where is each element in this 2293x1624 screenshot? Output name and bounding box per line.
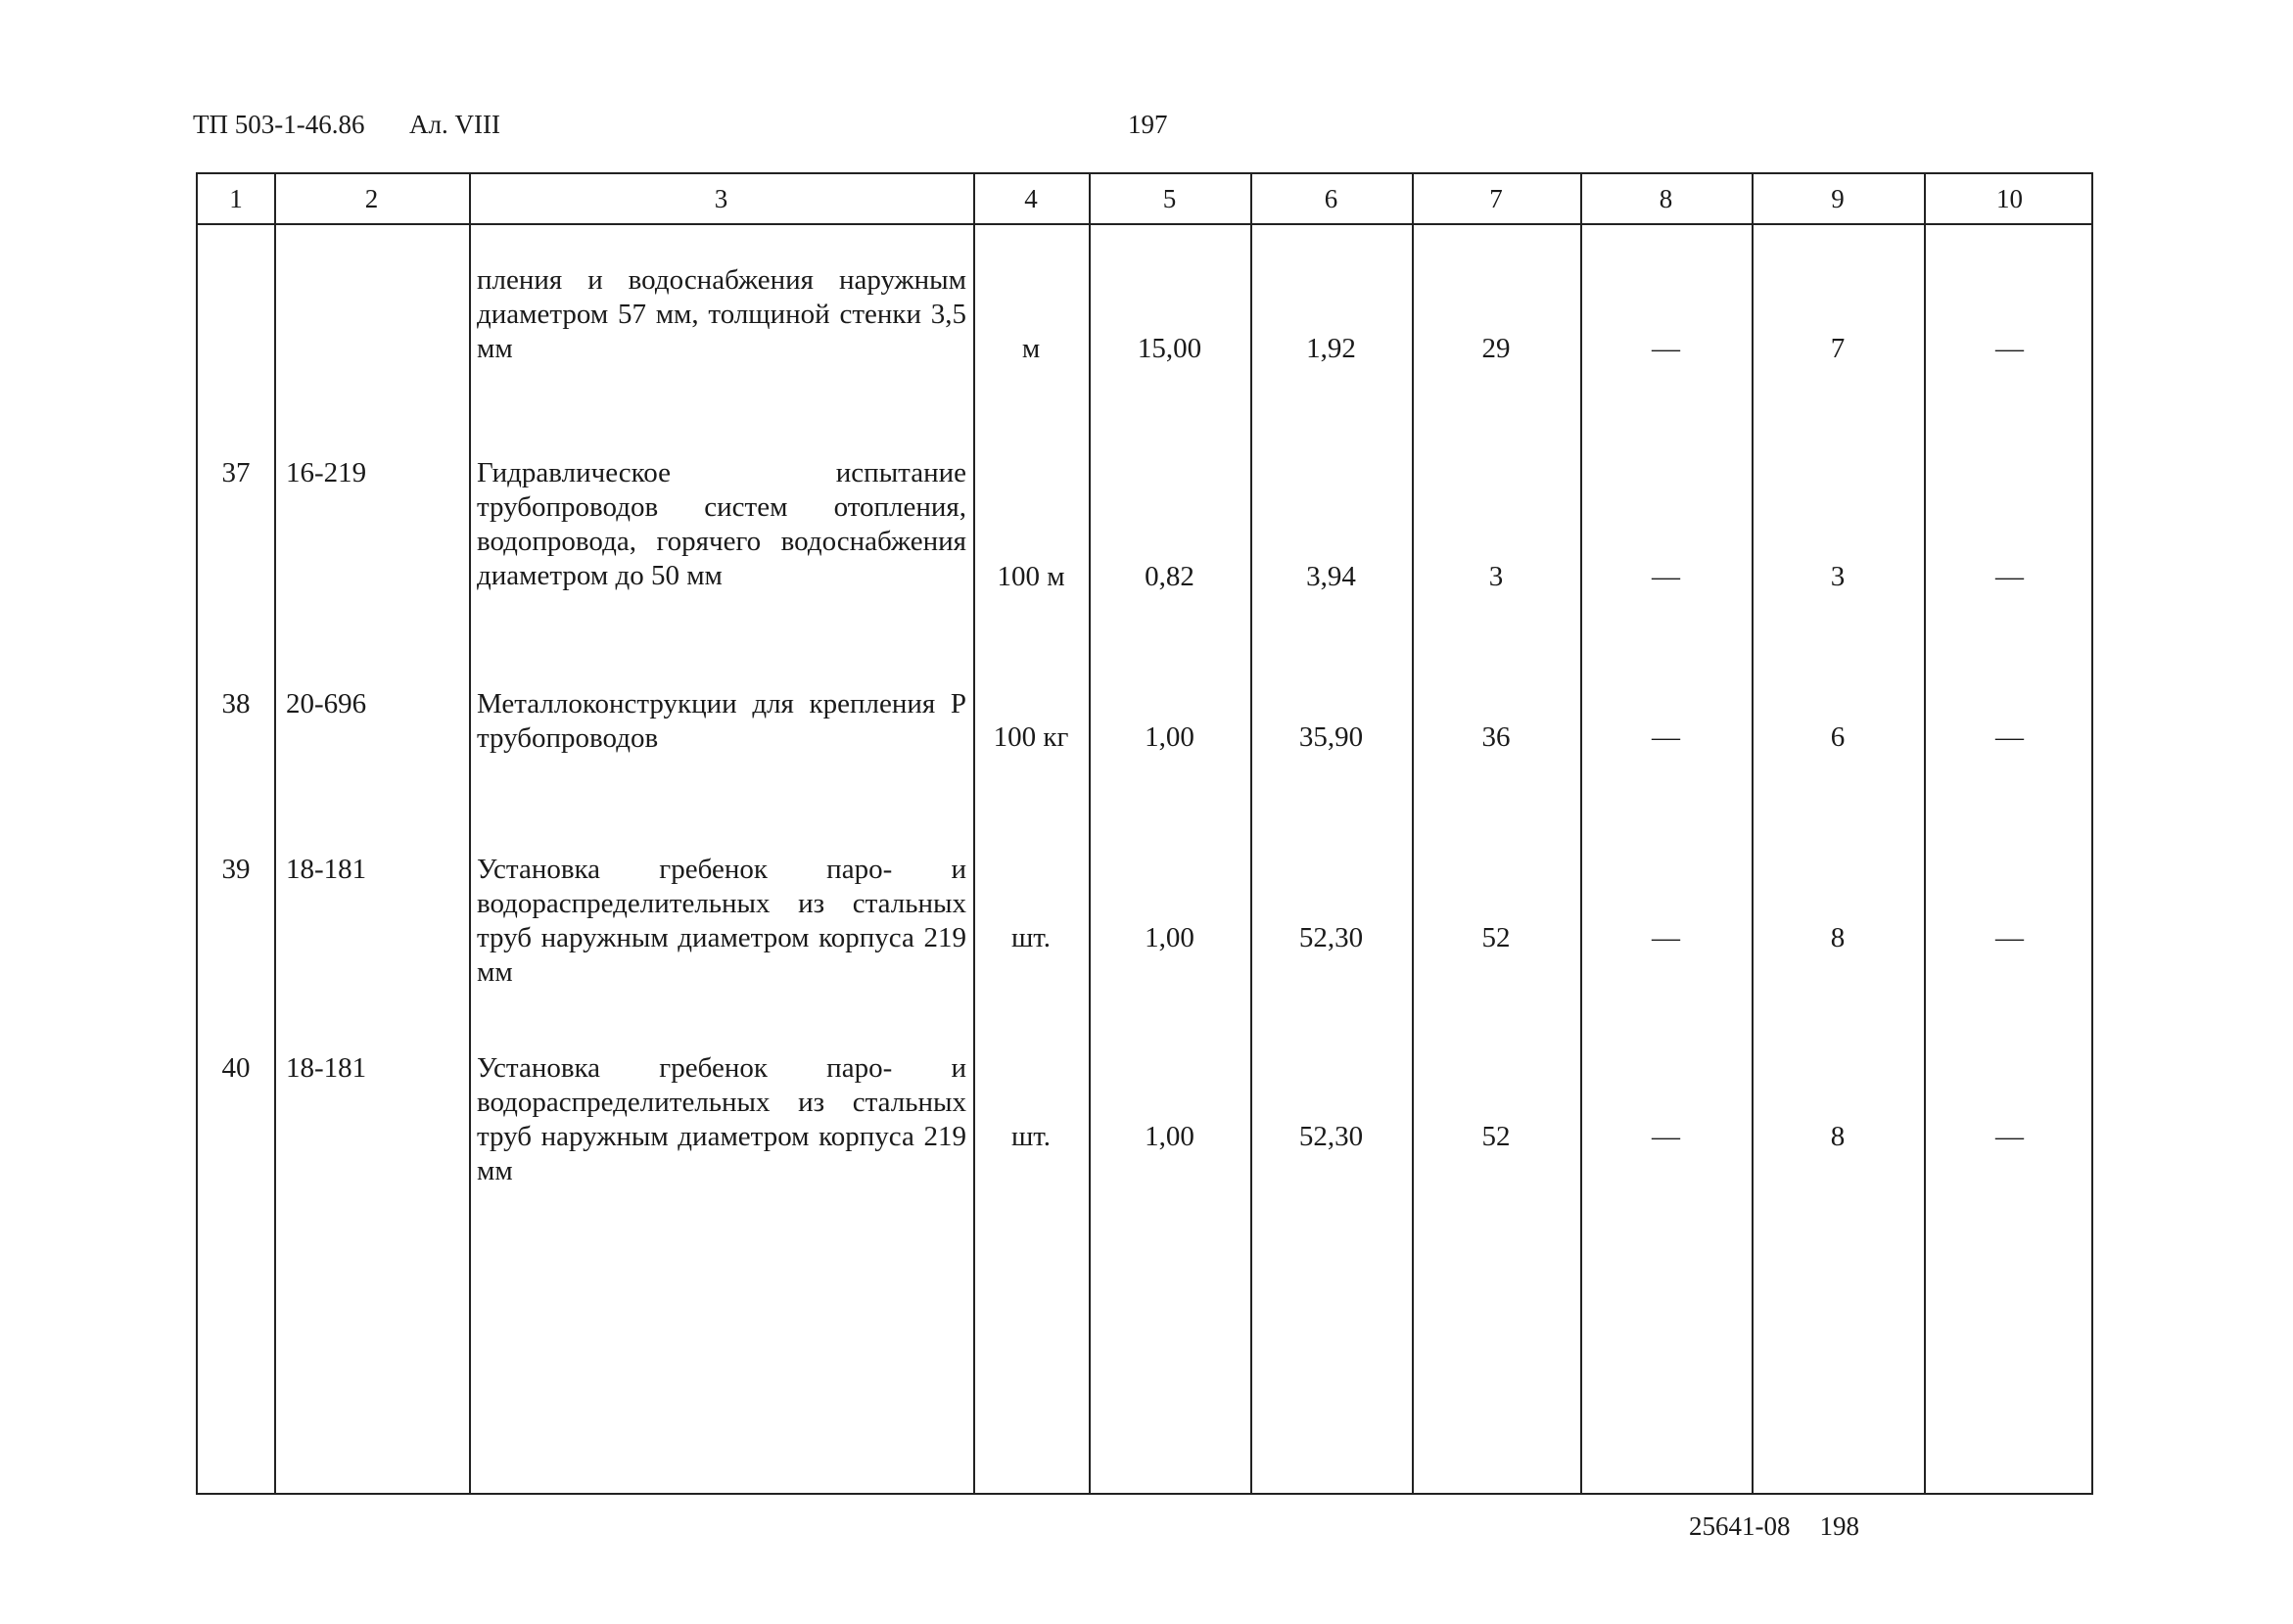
header-rule [198,223,2091,225]
row-quantity: 0,82 [1145,561,1194,592]
row-col10: — [1995,561,2024,592]
row-unit: 100 кг [993,721,1069,753]
row-quantity: 1,00 [1145,721,1194,753]
row-col9: 3 [1830,561,1846,592]
page-number: 197 [1128,110,1168,139]
row-price: 52,30 [1298,1121,1364,1152]
column-header: 4 [1024,183,1038,213]
row-price: 52,30 [1298,922,1364,953]
row-number: 40 [221,1052,251,1084]
row-total: 3 [1488,561,1504,592]
row-col8: — [1652,1121,1680,1152]
row-col10: — [1995,721,2024,753]
row-total: 36 [1481,721,1511,753]
row-code: 18-181 [286,1052,367,1084]
row-description: Металлоконструкции для крепления Р трубопроводов [477,688,966,754]
album-number: Ал. VIII [409,110,500,139]
row-price: 1,92 [1306,333,1356,364]
row-description: пления и водоснабжения наружным диаметром 57 мм, толщиной стенки 3,5 мм [477,264,966,364]
row-price: 35,90 [1298,721,1364,753]
row-total: 52 [1481,1121,1511,1152]
estimate-table [196,172,2093,1495]
row-total: 29 [1481,333,1511,364]
row-code: 20-696 [286,688,367,719]
column-divider [1752,174,1754,1493]
column-divider [1924,174,1926,1493]
footer-code: 25641-08 [1689,1511,1791,1541]
row-col9: 8 [1830,1121,1846,1152]
column-divider [1580,174,1582,1493]
row-col9: 8 [1830,922,1846,953]
row-number: 38 [221,688,251,719]
column-divider [469,174,471,1493]
column-header: 9 [1831,183,1845,213]
footer-page: 198 [1819,1511,1859,1541]
row-number: 39 [221,854,251,885]
row-code: 18-181 [286,854,367,885]
row-col8: — [1652,721,1680,753]
row-price: 3,94 [1306,561,1356,592]
row-col9: 7 [1830,333,1846,364]
row-total: 52 [1481,922,1511,953]
row-quantity: 1,00 [1145,922,1194,953]
row-col10: — [1995,922,2024,953]
column-header: 3 [714,183,728,213]
row-col8: — [1652,333,1680,364]
column-header: 1 [229,183,243,213]
row-number: 37 [221,457,251,488]
column-divider [973,174,975,1493]
row-unit: 100 м [997,561,1065,592]
column-divider [1412,174,1414,1493]
row-unit: шт. [1010,1121,1052,1152]
document-code: ТП 503-1-46.86 [193,110,365,139]
column-divider [1089,174,1091,1493]
row-col10: — [1995,1121,2024,1152]
row-code: 16-219 [286,457,367,488]
row-col8: — [1652,561,1680,592]
footer [1689,1511,1889,1542]
row-description: Гидравлическое испытание трубопроводов систем отопления, водопровода, горячего водоснабжения диаметром до 50 мм [477,457,966,591]
column-header: 10 [1996,183,2023,213]
column-divider [274,174,276,1493]
column-divider [1250,174,1252,1493]
row-col9: 6 [1830,721,1846,753]
column-header: 6 [1324,183,1338,213]
column-header: 8 [1659,183,1673,213]
row-description: Установка гребенок паро- и водораспределительных из стальных труб наружным диаметром корпуса 219 мм [477,854,966,988]
row-col8: — [1652,922,1680,953]
column-header: 7 [1489,183,1503,213]
column-header: 2 [364,183,379,213]
row-quantity: 1,00 [1145,1121,1194,1152]
row-unit: м [1021,333,1041,364]
row-unit: шт. [1010,922,1052,953]
row-description: Установка гребенок паро- и водораспределительных из стальных труб наружным диаметром корпуса 219 мм [477,1052,966,1186]
row-quantity: 15,00 [1137,333,1202,364]
column-header: 5 [1162,183,1177,213]
row-col10: — [1995,333,2024,364]
